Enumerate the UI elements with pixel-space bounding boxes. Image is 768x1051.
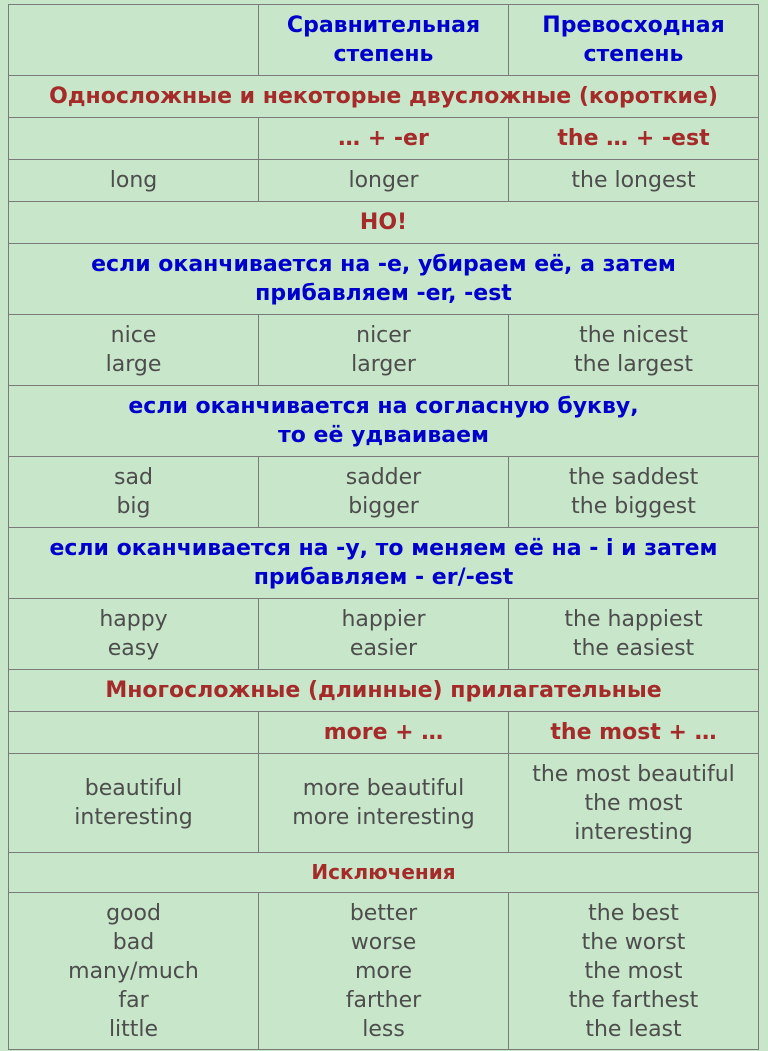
- section-row: [9, 76, 759, 118]
- section-row: [9, 670, 759, 712]
- formula-row: [9, 118, 759, 160]
- comparative-word: happier easier: [259, 599, 509, 670]
- header-superlative: Превосходная степень: [509, 5, 759, 76]
- formula-row: [9, 712, 759, 754]
- table-row: [9, 315, 759, 386]
- formula-superlative: the … + -est: [509, 118, 759, 160]
- base-word: sad big: [9, 457, 259, 528]
- table-row: [9, 599, 759, 670]
- superlative-word: the best the worst the most the farthest the least: [509, 893, 759, 1050]
- rule-text: если оканчивается на -е, убираем её, а затем прибавляем -er, -est: [9, 244, 759, 315]
- superlative-word: the happiest the easiest: [509, 599, 759, 670]
- superlative-word: the longest: [509, 160, 759, 202]
- header-comparative: Сравнительная степень: [259, 5, 509, 76]
- comparative-word: longer: [259, 160, 509, 202]
- base-word: long: [9, 160, 259, 202]
- short-section-title: Односложные и некоторые двусложные (короткие): [9, 76, 759, 118]
- superlative-word: the most beautiful the most interesting: [509, 754, 759, 853]
- rule-row: [9, 386, 759, 457]
- base-word: happy easy: [9, 599, 259, 670]
- table-row: [9, 160, 759, 202]
- table-row: [9, 754, 759, 853]
- superlative-word: the nicest the largest: [509, 315, 759, 386]
- exceptions-title: Исключения: [9, 853, 759, 893]
- formula-comparative: … + -er: [259, 118, 509, 160]
- rule-text: если оканчивается на -у, то меняем её на - i и затем прибавляем - er/-est: [9, 528, 759, 599]
- header-row: [9, 5, 759, 76]
- section-row: [9, 853, 759, 893]
- but-row: [9, 202, 759, 244]
- comparative-word: more beautiful more interesting: [259, 754, 509, 853]
- comparison-table: [8, 4, 759, 1050]
- comparative-word: nicer larger: [259, 315, 509, 386]
- comparative-word: sadder bigger: [259, 457, 509, 528]
- table-row: [9, 893, 759, 1050]
- table-row: [9, 457, 759, 528]
- rule-row: [9, 528, 759, 599]
- formula-empty-cell: [9, 712, 259, 754]
- base-word: nice large: [9, 315, 259, 386]
- base-word: beautiful interesting: [9, 754, 259, 853]
- formula-comparative: more + …: [259, 712, 509, 754]
- comparative-word: better worse more farther less: [259, 893, 509, 1050]
- header-empty-cell: [9, 5, 259, 76]
- formula-empty-cell: [9, 118, 259, 160]
- superlative-word: the saddest the biggest: [509, 457, 759, 528]
- formula-superlative: the most + …: [509, 712, 759, 754]
- rule-text: если оканчивается на согласную букву, то её удваиваем: [9, 386, 759, 457]
- long-section-title: Многосложные (длинные) прилагательные: [9, 670, 759, 712]
- rule-row: [9, 244, 759, 315]
- but-label: НО!: [9, 202, 759, 244]
- base-word: good bad many/much far little: [9, 893, 259, 1050]
